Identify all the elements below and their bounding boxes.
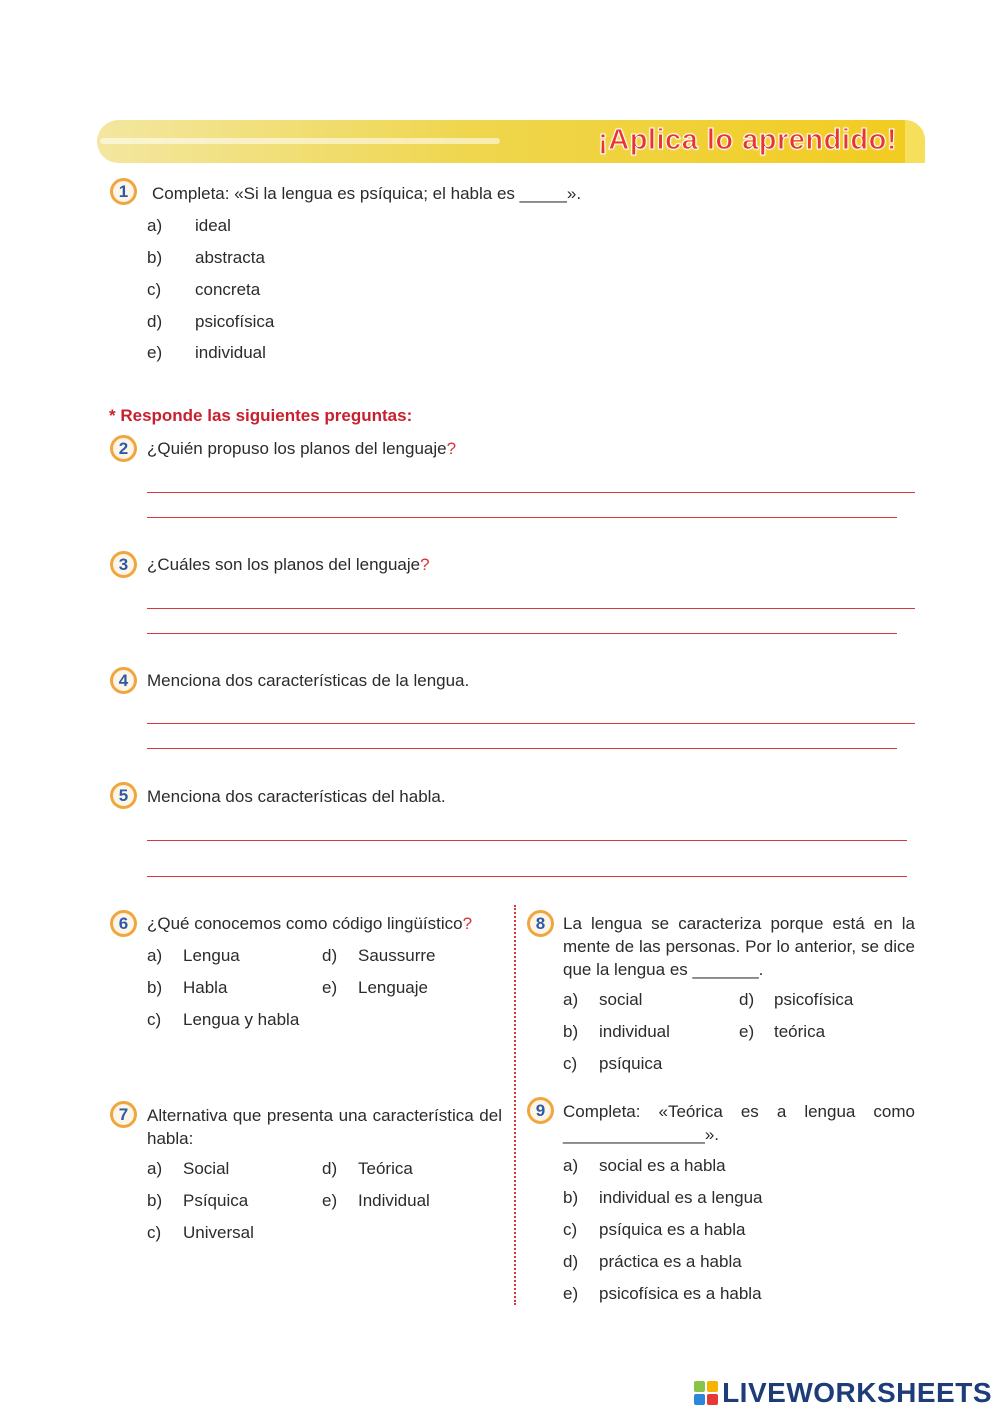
answer-line-2b[interactable] bbox=[147, 517, 897, 518]
question-3-text: ¿Cuáles son los planos del lenguaje? bbox=[147, 555, 430, 574]
q9-option-d-letter: d) bbox=[563, 1252, 579, 1271]
q9-option-b[interactable]: individual es a lengua bbox=[599, 1188, 763, 1207]
q7-option-c-letter: c) bbox=[147, 1223, 162, 1242]
q6-option-e-letter: e) bbox=[322, 978, 338, 997]
q1-option-d-letter: d) bbox=[147, 312, 163, 331]
q1-option-c-letter: c) bbox=[147, 280, 162, 299]
q1-option-b[interactable]: abstracta bbox=[195, 248, 265, 267]
question-number-8: 8 bbox=[527, 910, 554, 937]
q7-option-e[interactable]: Individual bbox=[358, 1191, 430, 1210]
answer-line-5b[interactable] bbox=[147, 876, 907, 877]
liveworksheets-logo[interactable] bbox=[694, 1378, 992, 1408]
q6-option-c[interactable]: Lengua y habla bbox=[183, 1010, 300, 1029]
question-6-text: ¿Qué conocemos como código lingüístico? bbox=[147, 914, 473, 933]
q6-option-d[interactable]: Saussurre bbox=[358, 946, 436, 965]
q1-option-e[interactable]: individual bbox=[195, 343, 266, 362]
q1-option-a-letter: a) bbox=[147, 216, 163, 235]
q1-option-a[interactable]: ideal bbox=[195, 216, 231, 235]
q8-option-d-letter: d) bbox=[739, 990, 755, 1009]
q9-option-c-letter: c) bbox=[563, 1220, 578, 1239]
page-title: ¡Aplica lo aprendido! bbox=[598, 124, 897, 156]
q1-option-e-letter: e) bbox=[147, 343, 163, 362]
q7-option-b[interactable]: Psíquica bbox=[183, 1191, 249, 1210]
q8-option-c-letter: c) bbox=[563, 1054, 578, 1073]
q6-option-d-letter: d) bbox=[322, 946, 338, 965]
question-number-5: 5 bbox=[110, 782, 137, 809]
q9-option-b-letter: b) bbox=[563, 1188, 579, 1207]
q9-option-d[interactable]: práctica es a habla bbox=[599, 1252, 742, 1271]
q6-option-e[interactable]: Lenguaje bbox=[358, 978, 428, 997]
q9-option-c[interactable]: psíquica es a habla bbox=[599, 1220, 746, 1239]
q7-option-a-letter: a) bbox=[147, 1159, 163, 1178]
q1-option-d[interactable]: psicofísica bbox=[195, 312, 275, 331]
q1-option-b-letter: b) bbox=[147, 248, 163, 267]
q8-option-c[interactable]: psíquica bbox=[599, 1054, 663, 1073]
liveworksheets-logo-icon bbox=[694, 1381, 718, 1405]
q8-option-e-letter: e) bbox=[739, 1022, 755, 1041]
q6-option-a-letter: a) bbox=[147, 946, 163, 965]
column-divider bbox=[514, 905, 516, 1305]
q7-option-d[interactable]: Teórica bbox=[358, 1159, 413, 1178]
q8-option-d[interactable]: psicofísica bbox=[774, 990, 854, 1009]
logo-text: LIVEWORKSHEETS bbox=[722, 1377, 992, 1408]
q7-option-c[interactable]: Universal bbox=[183, 1223, 254, 1242]
q8-option-a[interactable]: social bbox=[599, 990, 643, 1009]
question-number-3: 3 bbox=[110, 551, 137, 578]
question-number-6: 6 bbox=[110, 910, 137, 937]
question-number-7: 7 bbox=[110, 1101, 137, 1128]
answer-line-3b[interactable] bbox=[147, 633, 897, 634]
q8-option-e[interactable]: teórica bbox=[774, 1022, 826, 1041]
question-4-text: Menciona dos características de la lengua. bbox=[147, 671, 470, 690]
section-title: * Responde las siguientes preguntas: bbox=[109, 406, 413, 425]
banner-stripe bbox=[100, 138, 500, 144]
q6-option-c-letter: c) bbox=[147, 1010, 162, 1029]
answer-line-4a[interactable] bbox=[147, 723, 915, 724]
q6-option-b[interactable]: Habla bbox=[183, 978, 228, 997]
q8-option-a-letter: a) bbox=[563, 990, 579, 1009]
question-number-4: 4 bbox=[110, 667, 137, 694]
q6-option-a[interactable]: Lengua bbox=[183, 946, 240, 965]
q6-option-b-letter: b) bbox=[147, 978, 163, 997]
question-2-text: ¿Quién propuso los planos del lenguaje? bbox=[147, 439, 457, 458]
question-8-text: La lengua se caracteriza porque está en la mente de las personas. Por lo anterior, se dice que la lengua es _______. bbox=[563, 914, 915, 979]
q9-option-a[interactable]: social es a habla bbox=[599, 1156, 726, 1175]
question-1-text: Completa: «Si la lengua es psíquica; el habla es _____». bbox=[152, 184, 582, 203]
question-5-text: Menciona dos características del habla. bbox=[147, 787, 446, 806]
banner-tab bbox=[905, 120, 925, 163]
question-number-1: 1 bbox=[110, 178, 137, 205]
q9-option-e-letter: e) bbox=[563, 1284, 579, 1303]
q7-option-d-letter: d) bbox=[322, 1159, 338, 1178]
question-number-2: 2 bbox=[110, 435, 137, 462]
q8-option-b-letter: b) bbox=[563, 1022, 579, 1041]
q9-option-e[interactable]: psicofísica es a habla bbox=[599, 1284, 762, 1303]
q7-option-b-letter: b) bbox=[147, 1191, 163, 1210]
q1-option-c[interactable]: concreta bbox=[195, 280, 261, 299]
answer-line-2a[interactable] bbox=[147, 492, 915, 493]
answer-line-3a[interactable] bbox=[147, 608, 915, 609]
q8-option-b[interactable]: individual bbox=[599, 1022, 670, 1041]
q7-option-a[interactable]: Social bbox=[183, 1159, 230, 1178]
answer-line-4b[interactable] bbox=[147, 748, 897, 749]
q9-option-a-letter: a) bbox=[563, 1156, 579, 1175]
question-9-text: Completa: «Teórica es a lengua como _______________». bbox=[563, 1102, 915, 1144]
q7-option-e-letter: e) bbox=[322, 1191, 338, 1210]
answer-line-5a[interactable] bbox=[147, 840, 907, 841]
question-number-9: 9 bbox=[527, 1097, 554, 1124]
question-7-text: Alternativa que presenta una característica del habla: bbox=[147, 1106, 502, 1148]
